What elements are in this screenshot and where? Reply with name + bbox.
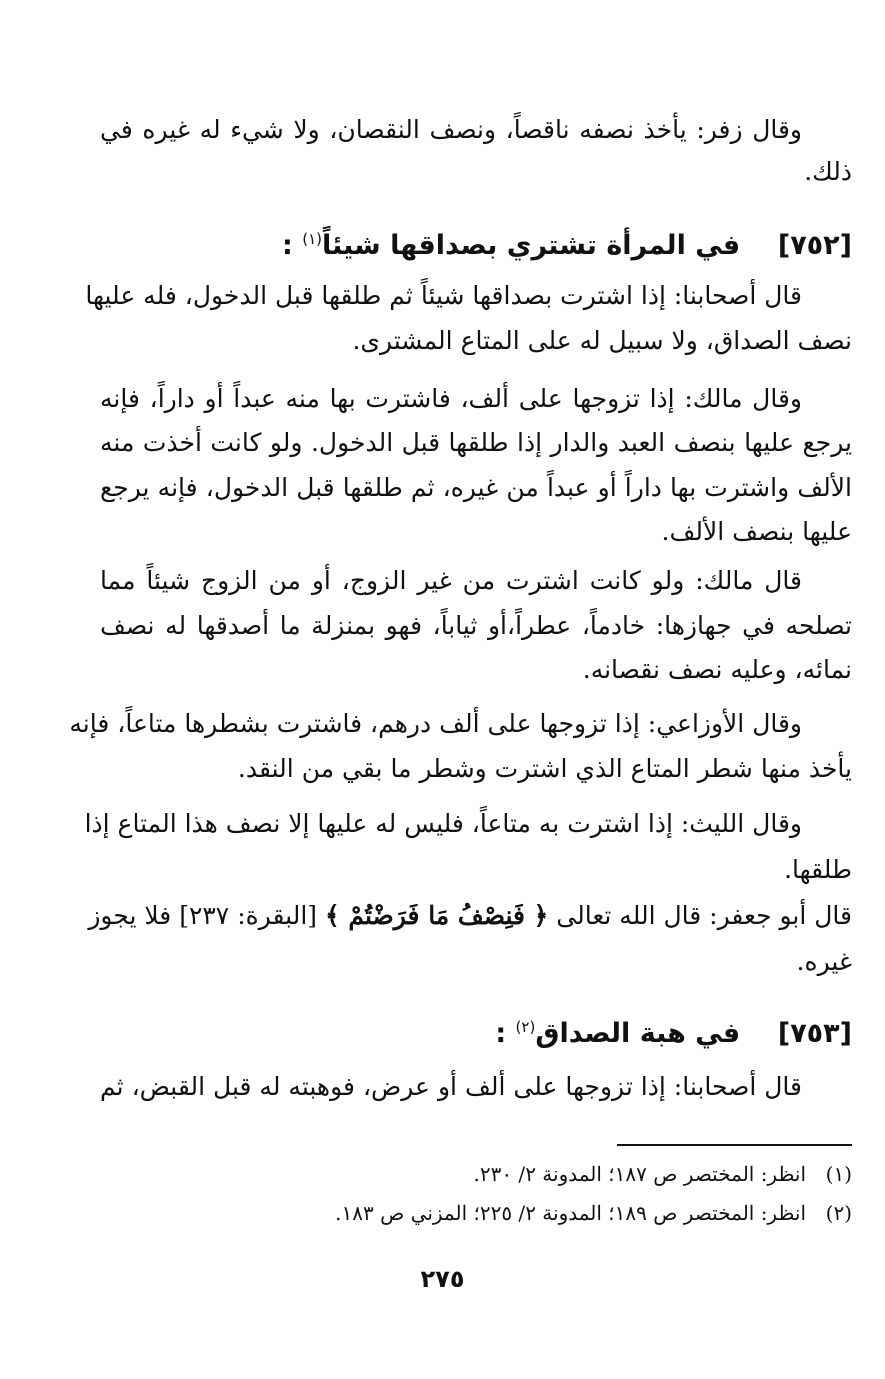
- footnote-number: (٢): [825, 1201, 852, 1225]
- heading-colon: :: [282, 230, 293, 261]
- text-line: غيره.: [796, 947, 852, 976]
- text-line: يأخذ منها شطر المتاع الذي اشترت وشطر ما بقي من النقد.: [237, 754, 852, 783]
- text-line: قال أصحابنا: إذا تزوجها على ألف أو عرض، فوهبته له قبل القبض، ثم: [100, 1072, 802, 1101]
- text-line: قال مالك: ولو كانت اشترت من غير الزوج، أو من الزوج شيئاً مما: [100, 566, 802, 595]
- quran-quote: ﴿ فَنِصْفُ مَا فَرَضْتُمْ ﴾: [324, 901, 549, 930]
- text-line: وقال مالك: إذا تزوجها على ألف، فاشترت بها منه عبداً أو داراً، فإنه: [100, 384, 802, 413]
- footnote-text: انظر: المختصر ص ١٨٩؛ المدونة ٢/ ٢٢٥؛ المزني ص ١٨٣.: [335, 1201, 806, 1225]
- footnote-divider: [617, 1144, 852, 1146]
- text-line: وقال زفر: يأخذ نصفه ناقصاً، ونصف النقصان، ولا شيء له غيره في: [100, 115, 802, 144]
- page: [69, 0, 852, 1379]
- section-number: [٧٥٣]: [777, 1018, 852, 1049]
- footnote-ref: (١): [302, 230, 322, 248]
- footnote-number: (١): [825, 1162, 852, 1186]
- text-line: ذلك.: [804, 157, 852, 186]
- section-heading-753: [100, 1007, 852, 1054]
- section-title: في المرأة تشتري بصداقها شيئاً: [322, 230, 741, 261]
- text-line: الألف واشترت بها داراً أو عبداً من غيره، ثم طلقها قبل الدخول، فإنه يرجع: [100, 473, 852, 502]
- text-line: طلقها.: [784, 855, 852, 884]
- text-line: وقال الأوزاعي: إذا تزوجها على ألف درهم، فاشترت بشطرها متاعاً، فإنه: [69, 709, 802, 738]
- text-line: عليها بنصف الألف.: [661, 517, 852, 546]
- text-segment: [البقرة: ٢٣٧] فلا يجوز: [88, 901, 318, 930]
- page-number: ٢٧٥: [420, 1265, 465, 1293]
- footnote: [100, 1159, 852, 1189]
- footnote-text: انظر: المختصر ص ١٨٧؛ المدونة ٢/ ٢٣٠.: [473, 1162, 806, 1186]
- section-heading-752: [100, 219, 852, 266]
- heading-colon: :: [495, 1018, 507, 1049]
- text-line: قال أصحابنا: إذا اشترت بصداقها شيئاً ثم طلقها قبل الدخول، فله عليها: [85, 281, 802, 310]
- text-line: نمائه، وعليه نصف نقصانه.: [582, 655, 852, 684]
- footnote-ref: (٢): [515, 1018, 536, 1036]
- text-line: تصلحه في جهازها: خادماً، عطراً،أو ثياباً، فهو بمنزلة ما أصدقها له نصف: [100, 611, 852, 640]
- text-segment: قال أبو جعفر: قال الله تعالى: [556, 901, 852, 930]
- text-line: يرجع عليها بنصف العبد والدار إذا طلقها قبل الدخول. ولو كانت أخذت منه: [100, 428, 852, 457]
- section-number: [٧٥٢]: [777, 230, 852, 261]
- text-line: [88, 897, 852, 935]
- footnote: [100, 1198, 852, 1228]
- text-line: وقال الليث: إذا اشترت به متاعاً، فليس له عليها إلا نصف هذا المتاع إذا: [84, 809, 802, 838]
- text-line: نصف الصداق، ولا سبيل له على المتاع المشترى.: [352, 326, 852, 355]
- section-title: في هبة الصداق: [535, 1018, 741, 1049]
